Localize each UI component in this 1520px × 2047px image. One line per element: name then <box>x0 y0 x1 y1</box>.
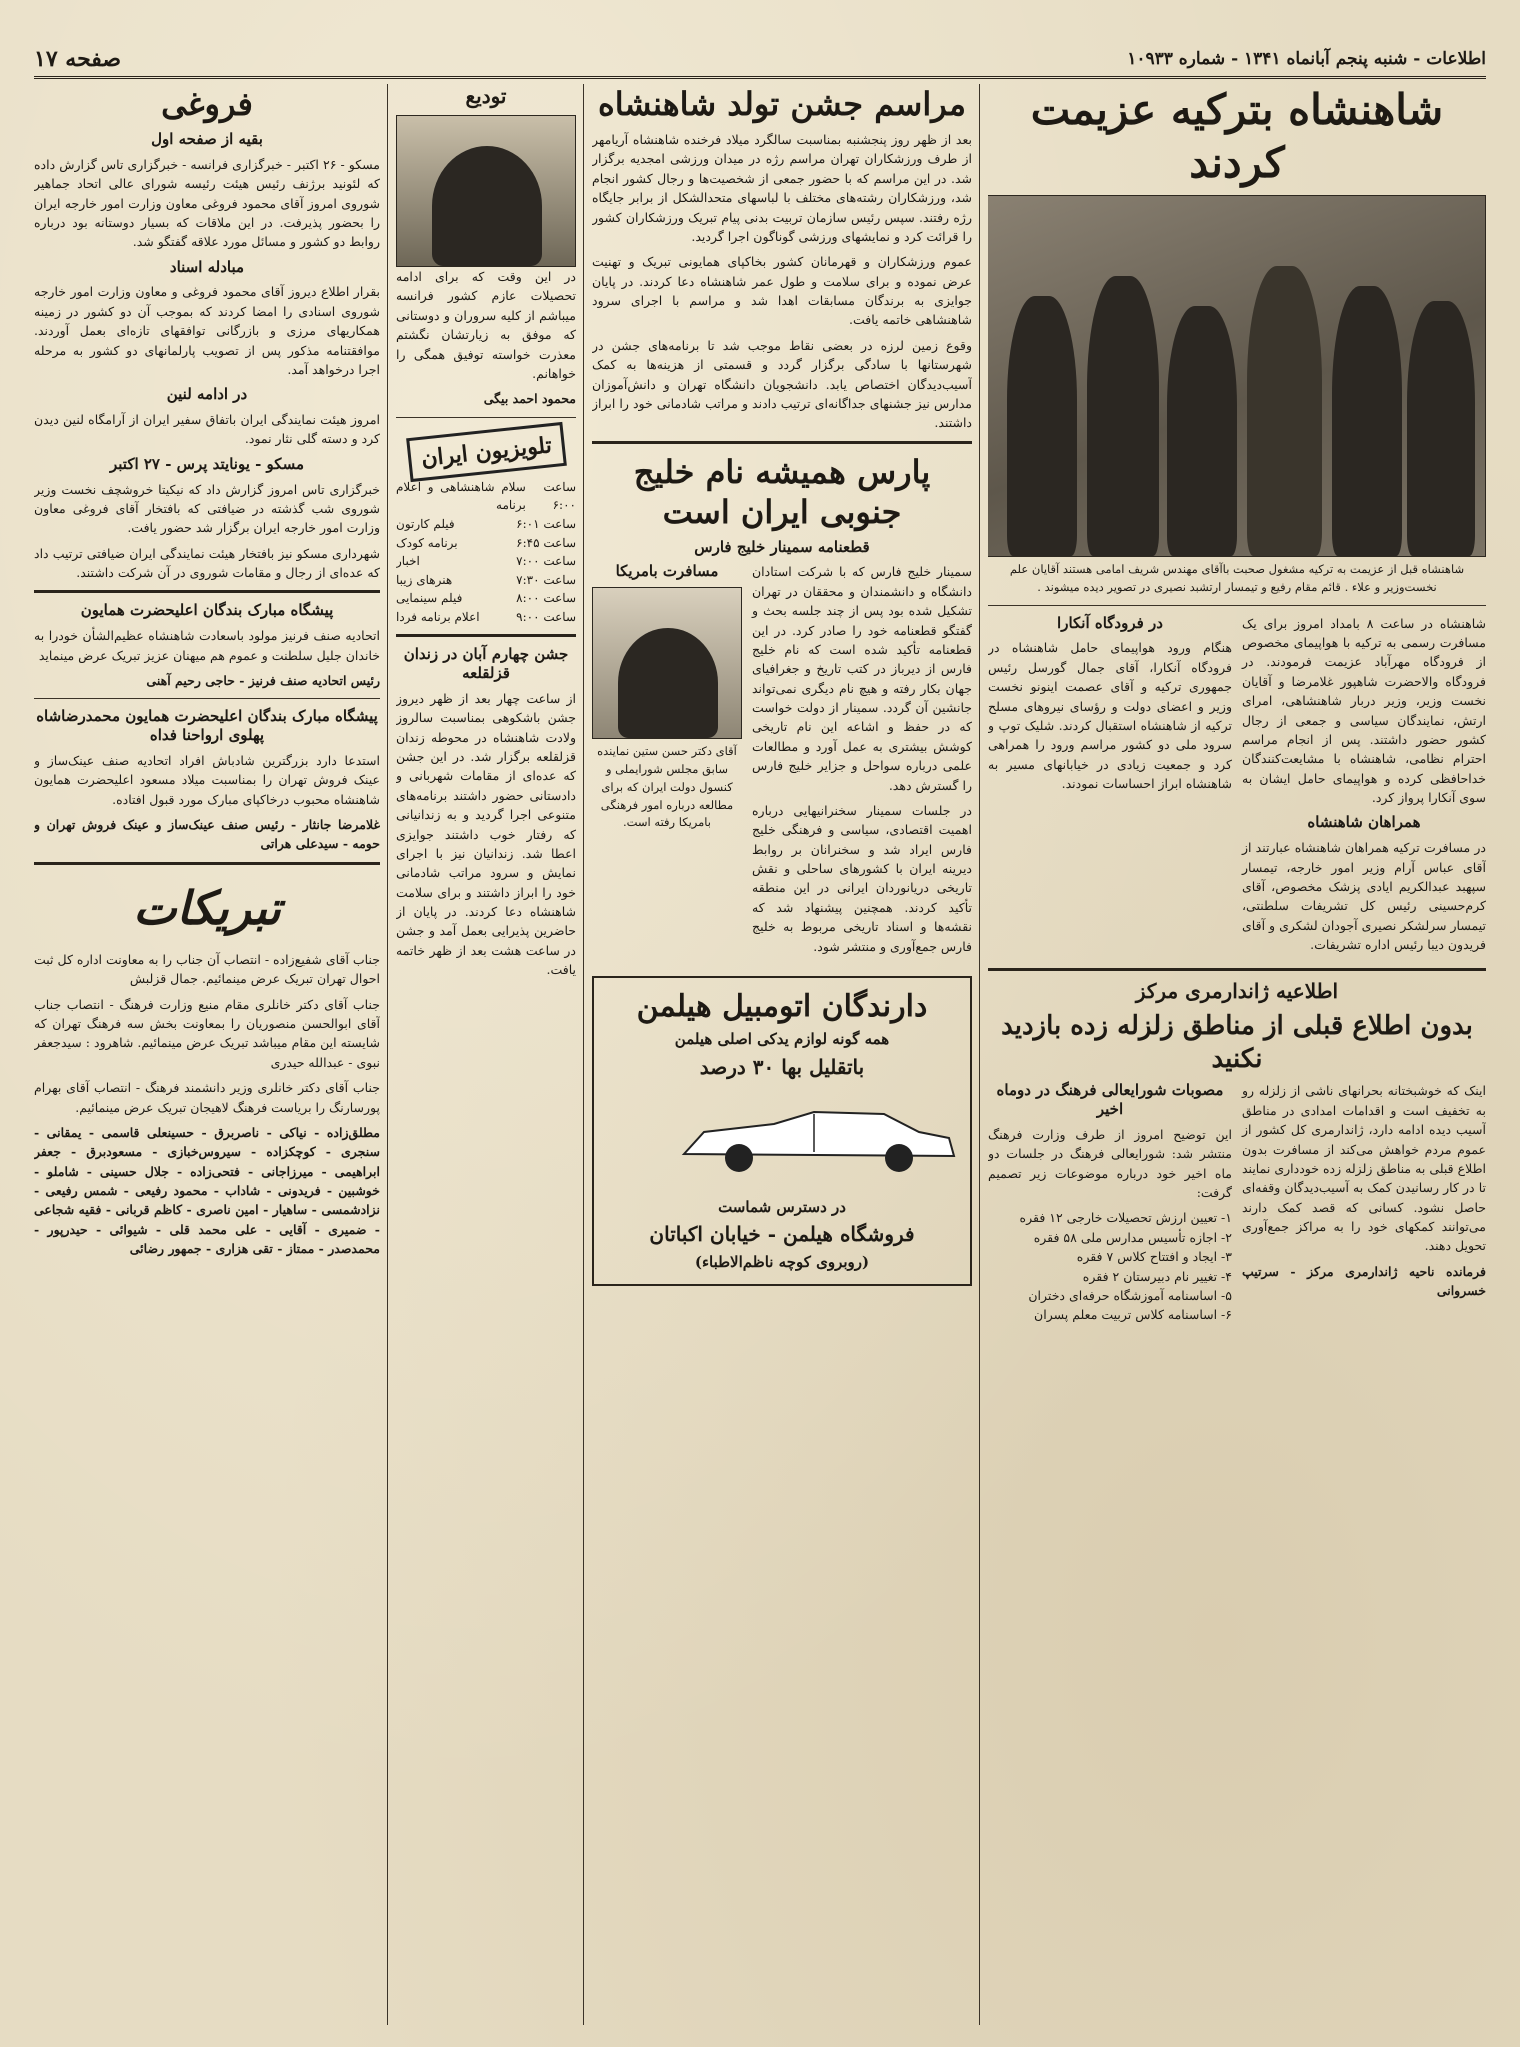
council-item-1: ۱- تعیین ارزش تحصیلات خارجی ۱۲ فقره <box>1019 1210 1232 1226</box>
council-body: این توضیح امروز از طرف وزارت فرهنگ منتشر شد: شورایعالی فرهنگ در جلسات دو ماه اخیر خود درباره موضوعات زیر تصمیم گرفت: <box>988 1126 1232 1200</box>
car-icon <box>664 1094 964 1184</box>
foroughi-body-5: شهرداری مسکو نیز بافتخار هیئت نمایندگی ایران ضیافتی ترتیب داد که عده‌ای از رجال و مقامات شوروی در آن شرکت داشتند. <box>34 545 380 580</box>
tabrik-names: مطلق‌زاده - نیاکی - ناصربرق - حسینعلی قاسمی - یمقانی - سنجری - کوچکزاده - سیروس‌خبازی - مسعودبرق - جعفر ابراهیمی - میرزاجانی - فتحی‌زاده - جلال حسینی - شاملو - خوشبین - فریدونی - شاداب - محمود رفیعی - شمس رفیعی - نزادشمسی - ساهیار - امین ناصری - کاظم قربانی - فقیه شجاعی - ضمیری - آقایی - علی محمد قلی - شیوائی - حیدرپور - محمدصدر - ممتاز - تقی هزاری - جمهور رضائی <box>34 1124 380 1257</box>
gulf-subhead: قطعنامه سمینار خلیج فارس <box>694 537 870 556</box>
tv-time: ساعت ۷:۰۰ <box>516 554 576 569</box>
gendarmerie-org: اطلاعیه ژاندارمری مرکز <box>1135 979 1339 1004</box>
tv-time: ساعت ۶:۰۱ <box>516 516 576 531</box>
birthday-body: بعد از ظهر روز پنجشنبه بمناسبت سالگرد میلاد فرخنده شاهنشاه آریامهر از طرف ورزشکاران تهران مراسم رژه در میدان ورزشی امجدیه برگزار شد. در این مراسم که با حضور جمعی از شخصیت‌ها و رجال کشور انجام شد، ورزشکاران رشته‌های مختلف با لباسهای متحدالشکل از برابر جایگاه رژه رفتند. سپس رئیس سازمان تربیت بدنی پیام تبریک ورزشکاران کشور را قرائت کرد و نمایشهای ورزشی گوناگون اجرا گردید. <box>592 132 972 244</box>
birthday-headline: مراسم جشن تولد شاهنشاه <box>597 85 967 123</box>
ad-store: فروشگاه هیلمن - خیابان اکباتان <box>649 1222 915 1247</box>
page-number: صفحه ۱۷ <box>34 46 122 72</box>
greeting-1-sign: رئیس اتحادیه صنف فرنیز - حاجی رحیم آهنی <box>146 672 380 688</box>
ad-address: (روبروی کوچه ناظم‌الاطباء) <box>694 1253 870 1272</box>
ad-note: در دسترس شماست <box>718 1197 846 1216</box>
earthquake-headline: بدون اطلاع قبلی از مناطق زلزله زده بازدید نکنید <box>1001 1011 1473 1074</box>
tv-program: برنامه کودک <box>396 535 458 550</box>
tv-logo: تلویزیون ایران <box>406 422 567 482</box>
foroughi-body-2: بقرار اطلاع دیروز آقای محمود فروغی و معاون وزارت امور خارجه شوروی اسنادی را امضا کردند که بموجب آن دو کشور در زمینه همکاریهای مرزی و بازرگانی توافقهای تازه‌ای بعمل آوردند. موافقتنامه مذکور پس از تصویب پارلمانهای دو کشور به مرحله اجرا درخواهد آمد. <box>34 284 380 377</box>
tv-program: اخبار <box>396 554 420 569</box>
council-headline: مصوبات شورایعالی فرهنگ در دوماه اخیر <box>996 1081 1224 1119</box>
ad-discount: باتقلیل بها ۳۰ درصد <box>699 1055 865 1080</box>
earthquake-body: اینک که خوشبختانه بحرانهای ناشی از زلزله رو به تخفیف است و اقدامات امدادی در مناطق آسیب دیده ادامه دارد، ژاندارمری کل کشور از عموم مردم خواهش می‌کند از مسافرت بدون اطلاع قبلی به مناطق زلزله زده خودداری نمایند تا در کار رسانیدن کمک به آسیب‌دیدگان وقفه‌ای حاصل نشود. کسانی که قصد کمک دارند می‌توانند کمکهای خود را به مراکز جمع‌آوری تحویل دهند. <box>1242 1083 1486 1254</box>
greeting-1-title: پیشگاه مبارک بندگان اعلیحضرت همایون <box>80 601 334 620</box>
portrait-caption: آقای دکتر حسن ستین نماینده سابق مجلس شورایملی و کنسول دولت ایران که برای مطالعه درباره امور فرهنگی بامریکا رفته است. <box>597 744 737 830</box>
council-item-3: ۳- ایجاد و افتتاح کلاس ۷ فقره <box>1076 1249 1232 1265</box>
foroughi-headline: فروغی <box>161 85 253 123</box>
foroughi-body-3: امروز هیئت نمایندگی ایران باتفاق سفیر ایران از آرامگاه لنین دیدن کرد و دسته گلی نثار نمود. <box>34 412 380 447</box>
greeting-2-body: استدعا دارد بزرگترین شادباش افراد اتحادیه صنف عینک‌ساز و عینک فروش تهران را بمناسبت میلاد مسعود اعلیحضرت همایون شاهنشاه محبوب درخاکپای مبارک مورد قبول افتاده. <box>34 752 380 807</box>
gulf-body: سمینار خلیج فارس که با شرکت استادان دانشگاه و دانشمندان و محققان در تهران تشکیل شده بود پس از چند جلسه بحث و گفتگو قطعنامه خود را صادر کرد. در این قطعنامه تأکید شده است که نام خلیج فارس از دیرباز در کتب تاریخ و جغرافیای جهان بکار رفته و هیچ نام دیگری نمی‌تواند جانشین آن گردد. سمینار از دولت خواست که در حفظ و اشاعه این نام تاریخی کوشش بیشتری به عمل آورد و مطالعات علمی درباره سواحل و جزایر خلیج فارس را گسترش دهد. <box>752 564 972 793</box>
prison-headline: جشن چهارم آبان در زندان قزلقلعه <box>403 645 569 683</box>
portrait-title: مسافرت بامریکا <box>615 562 719 581</box>
tabrik-3: جناب آقای دکتر خانلری وزیر دانشمند فرهنگ - انتصاب آقای بهرام پورسارنگ را بریاست فرهنگ لاهیجان تبریک عرض مینمائیم. <box>34 1080 380 1115</box>
council-item-6: ۶- اساسنامه کلاس تربیت معلم پسران <box>1034 1307 1232 1323</box>
council-item-2: ۲- اجازه تأسیس مدارس ملی ۵۸ فقره <box>1033 1229 1232 1245</box>
lead-body: شاهنشاه در ساعت ۸ بامداد امروز برای یک مسافرت رسمی به ترکیه با هواپیمای مخصوص از فرودگاه مهرآباد عزیمت فرمودند. در فرودگاه والاحضرت شاهپور غلامرضا و آقایان نخست وزیر، وزیر دربار شاهنشاهی، امرای ارتش، نمایندگان سیاسی و جمعی از رجال کشور حضور داشتند. پس از انجام مراسم احترام نظامی، شاهنشاه با مشایعت‌کنندگان خداحافظی کرده و هواپیمای حامل ایشان به سوی آنکارا پرواز کرد. <box>1242 615 1486 805</box>
foroughi-subhead-4: مسکو - یونایتد پرس - ۲۷ اکتبر <box>109 454 305 473</box>
council-item-5: ۵- اساسنامه آموزشگاه حرفه‌ای دختران <box>1028 1287 1232 1303</box>
tv-program: سلام شاهنشاهی و اعلام برنامه <box>396 479 526 513</box>
tv-program: فیلم کارتون <box>396 516 455 531</box>
lead-body-2: در مسافرت ترکیه همراهان شاهنشاه عبارتند از آقای عباس آرام وزیر امور خارجه، تیمسار سپهبد عبدالکریم ایادی پزشک مخصوص، آقای کرم‌حسینی رئیس کل تشریفات سلطنتی، تیمسار سرلشکر نصیری آجودان لشکری و آقای فریدون دیبا رئیس اداره تشریفات. <box>1242 840 1486 952</box>
tv-time: ساعت ۷:۳۰ <box>516 572 576 587</box>
greeting-2-title: پیشگاه مبارک بندگان اعلیحضرت همایون محمدرضاشاه پهلوی ارواحنا فداه <box>36 707 378 744</box>
gulf-body-2: در جلسات سمینار سخنرانیهایی درباره اهمیت اقتصادی، سیاسی و فرهنگی خلیج فارس ایراد شد و سخنرانان بر روابط دیرینه ایران با کشورهای ساحلی و نقش تاریخی دریانوردان ایرانی در این منطقه تأکید کردند. همچنین پیشنهاد شد که نقشه‌ها و اسناد تاریخی مربوط به خلیج فارس جمع‌آوری و منتشر شود. <box>752 802 972 954</box>
greeting-1-body: اتحادیه صنف فرنیز مولود باسعادت شاهنشاه عظیم‌الشأن خودرا به خاندان جلیل سلطنت و عموم هم میهنان عزیز تبریک عرض مینماید <box>34 628 380 663</box>
council-item-4: ۴- تغییر نام دبیرستان ۲ فقره <box>1082 1268 1232 1284</box>
foroughi-subhead-2: مبادله اسناد <box>169 257 245 276</box>
lead-photo <box>988 195 1486 557</box>
tv-program: اعلام برنامه فردا <box>396 609 480 624</box>
lead-headline: شاهنشاه بترکیه عزیمت کردند <box>1030 85 1444 187</box>
side-column <box>396 84 576 2025</box>
prison-body: از ساعت چهار بعد از ظهر دیروز جشن باشکوهی بمناسبت سالروز ولادت شاهنشاه در محوطه زندان قزلقلعه برگزار شد. در این جشن که عده‌ای از مقامات شهربانی و دادستانی حضور داشتند برنامه‌های متنوعی اجرا گردید و به زندانیانی که رفتار خوب داشتند جوایزی اعطا شد. زندانیان نیز با اجرای نمایش و سرود مراتب شادمانی خود را ابراز داشتند و برای سلامت شاهنشاه دعا کردند. در پایان از حاضرین پذیرایی بعمل آمد و جشن در ساعت هشت بعد از ظهر خاتمه یافت. <box>396 690 576 978</box>
gulf-headline: پارس همیشه نام خلیج جنوبی ایران است <box>633 452 931 531</box>
lead-body-3: هنگام ورود هواپیمای حامل شاهنشاه در فرودگاه آنکارا، آقای جمال گورسل رئیس جمهوری ترکیه و آقای عصمت اینونو نخست وزیر و اعضای دولت و رؤسای نیروهای مسلح ترکیه از شاهنشاه استقبال کردند. شلیک توپ و سرود ملی دو کشور مراسم ورود را همراهی کرد و جمعیت زیادی در خیابانهای مسیر به شاهنشاه ابراز احساسات نمودند. <box>988 640 1232 791</box>
lead-subhead-entourage: همراهان شاهنشاه <box>1307 813 1421 832</box>
tv-time: ساعت ۹:۰۰ <box>516 609 576 624</box>
ad-title: دارندگان اتومبیل هیلمن <box>636 988 928 1024</box>
farewell-title: تودیع <box>465 84 507 108</box>
farewell-body: در این وقت که برای ادامه تحصیلات عازم کشور فرانسه میباشم از کلیه سروران و دوستانی که موفق به زیارتشان نگشتم معذرت خواسته توفیق همگی را خواهانم. <box>396 269 576 381</box>
birthday-body-2: عموم ورزشکاران و قهرمانان کشور بخاکپای همایونی تبریک و تهنیت عرض نموده و برای سلامت و طول عمر شاهنشاه دعا کردند. در پایان جوایزی به برندگان مسابقات اهدا شد و مراسم با اجرای سرود شاهنشاهی خاتمه یافت. <box>592 254 972 328</box>
foroughi-body: مسکو - ۲۶ اکتبر - خبرگزاری فرانسه - خبرگزاری تاس گزارش داده که لئونید برژنف رئیس هیئت رئیسه شورای عالی اتحاد جماهیر شوروی امروز آقای محمود فروغی معاون وزارت امور خارجه ایران را بحضور پذیرفت. در این ملاقات که بسیار دوستانه بود درباره روابط دو کشور و مسائل مورد علاقه گفتگو شد. <box>34 156 380 250</box>
masthead <box>34 42 1486 79</box>
farewell-photo <box>396 115 576 267</box>
tv-schedule <box>396 478 576 627</box>
ad-subtitle: همه گونه لوازم یدکی اصلی هیلمن <box>674 1030 890 1049</box>
tv-program: فیلم سینمایی <box>396 591 463 606</box>
tabrik-heading: تبریکات <box>133 880 281 935</box>
birthday-gulf-column <box>592 84 972 2025</box>
tabrik-1: جناب آقای شفیع‌زاده - انتصاب آن جناب را به معاونت اداره کل ثبت احوال تهران تبریک عرض مینمائیم. جمال قزلبش <box>34 951 380 987</box>
foroughi-subhead-3: در ادامه لنین <box>166 385 248 404</box>
hillman-ad <box>592 976 972 1286</box>
lead-subhead-ankara: در فرودگاه آنکارا <box>1057 613 1163 632</box>
foroughi-subhead: بقیه از صفحه اول <box>151 130 263 148</box>
tabrik-2: جناب آقای دکتر خانلری مقام منیع وزارت فرهنگ - انتصاب جناب آقای ابوالحسن منصوریان را بمعاونت بخش سه فرهنگ تهران که شایسته این مقام میباشد تبریک عرض مینمائیم. شاهرود : سیدجعفر نبوی - عبدالله حیدری <box>34 996 380 1070</box>
lead-photo-caption: شاهنشاه قبل از عزیمت به ترکیه مشغول صحبت باآقای مهندس شریف امامی هستند آقایان علم نخست‌وزیر و علاء . قائم مقام رفیع و تیمسار ارتشبد نصیری در تصویر دیده میشوند . <box>1009 562 1465 594</box>
foroughi-greetings-column <box>34 84 380 2025</box>
portrait-photo <box>592 587 742 739</box>
birthday-body-3: وقوع زمین لرزه در بعضی نقاط موجب شد تا برنامه‌های جشن در شهرستانها با سادگی برگزار گردد و قسمتی از هزینه‌ها به کمک آسیب‌دیدگان اختصاص یابد. دانشجویان دانشگاه تهران و دانش‌آموزان مدارس نیز جشنهای جداگانه‌ای ترتیب دادند و مراتب شادمانی خود را ابراز داشتند. <box>592 337 972 431</box>
tv-time: ساعت ۶:۴۵ <box>516 535 576 550</box>
tv-time: ساعت ۶:۰۰ <box>543 479 576 513</box>
paper-info: اطلاعات - شنبه پنجم آبانماه ۱۳۴۱ - شماره ۱۰۹۳۳ <box>1127 49 1486 69</box>
foroughi-body-4: خبرگزاری تاس امروز گزارش داد که نیکیتا خروشچف نخست وزیر شوروی شب گذشته در ضیافتی که بافتخار آقای فروغی معاون وزارت امور خارجه ایران برگزار شد حضور یافت. <box>34 481 380 536</box>
lead-story <box>988 84 1486 2025</box>
tv-time: ساعت ۸:۰۰ <box>516 591 576 606</box>
earthquake-signature: فرمانده ناحیه ژاندارمری مرکز - سرتیپ خسروانی <box>1242 1263 1486 1299</box>
tv-program: هنرهای زیبا <box>396 572 453 587</box>
greeting-2-sign: غلامرضا جانثار - رئیس صنف عینک‌ساز و عینک فروش تهران و حومه - سیدعلی هراتی <box>34 816 380 852</box>
farewell-signature: محمود احمد بیگی <box>483 391 576 407</box>
